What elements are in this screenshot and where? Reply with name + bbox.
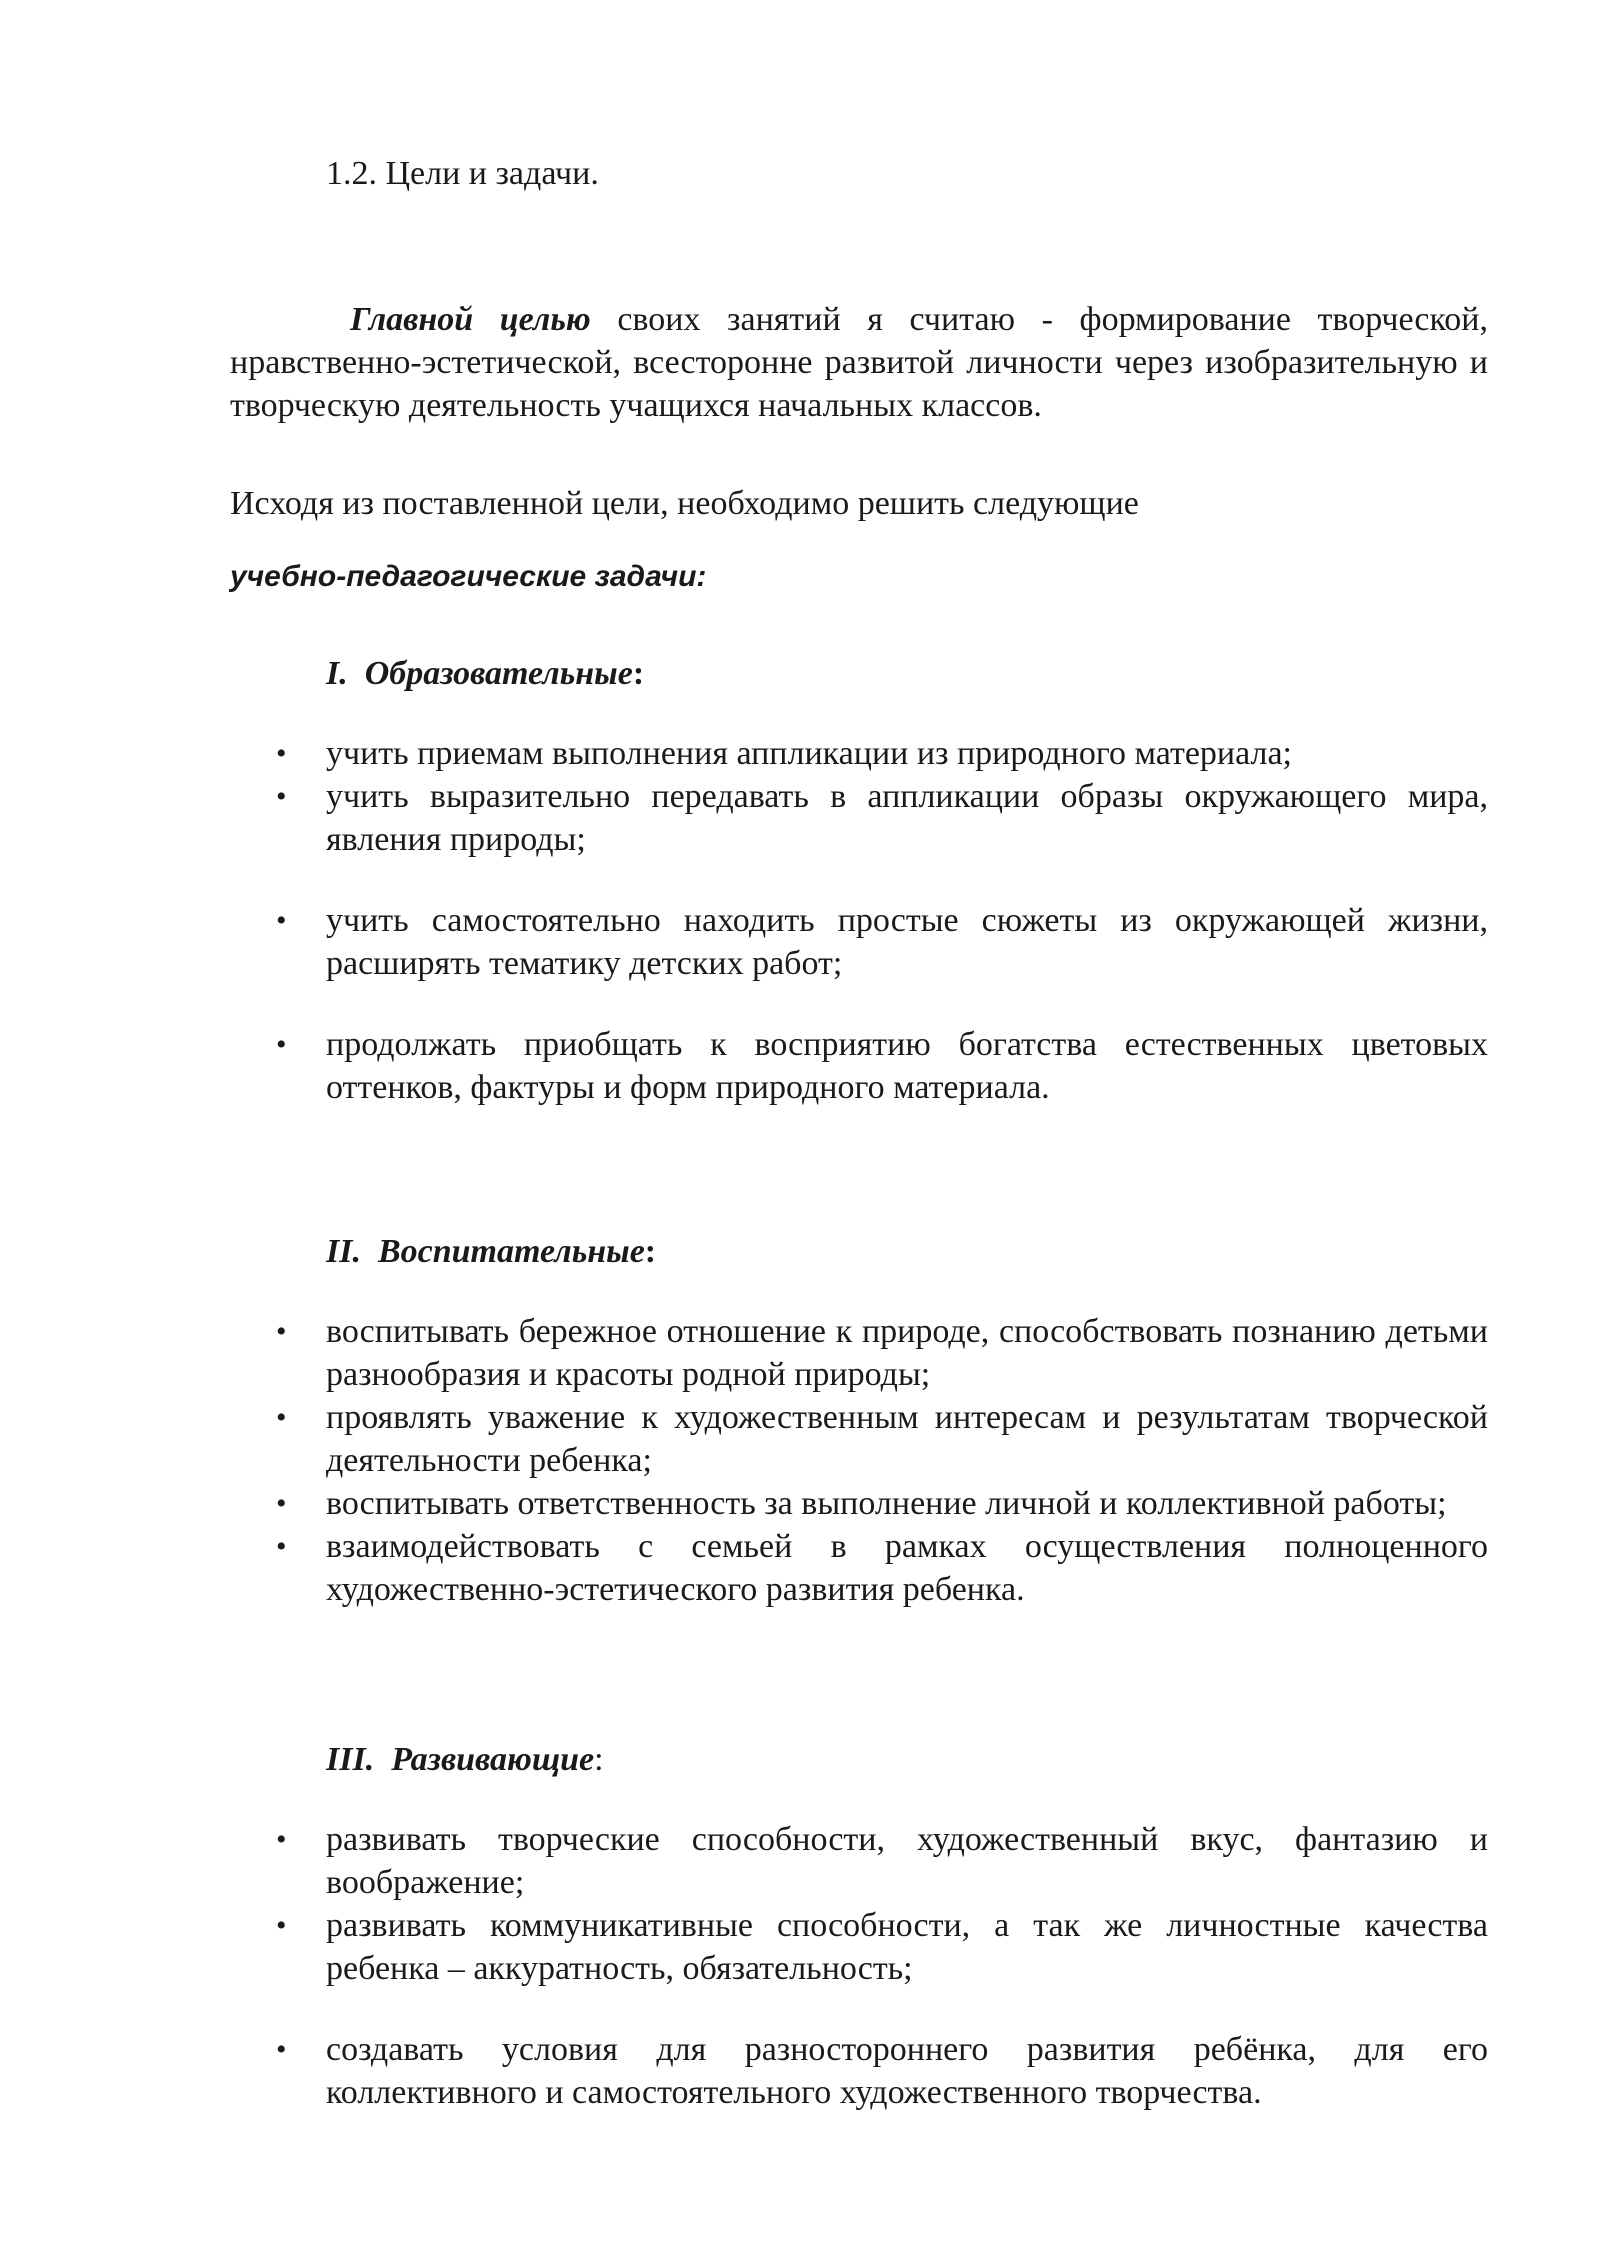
list-item: [276, 1482, 1488, 1525]
list-item-text: проявлять уважение к художественным интересам и результатам творческой деятельности ребенка;: [326, 1399, 1488, 1479]
section-heading: 1.2. Цели и задачи.: [326, 155, 599, 192]
bullet-icon: •: [276, 1909, 287, 1942]
bullet-icon: •: [276, 1530, 287, 1563]
section-title-upbringing: [326, 1230, 656, 1273]
list-item-text: учить самостоятельно находить простые сюжеты из окружающей жизни, расширять тематику детских работ;: [326, 902, 1488, 982]
section-number: III.: [326, 1741, 375, 1778]
list-item-text: развивать творческие способности, художественный вкус, фантазию и воображение;: [326, 1821, 1488, 1901]
list-item-text: развивать коммуникативные способности, а так же личностные качества ребенка – аккуратность, обязательность;: [326, 1907, 1488, 1987]
list-item-text: воспитывать бережное отношение к природе, способствовать познанию детьми разнообразия и красоты родной природы;: [326, 1313, 1488, 1393]
bullet-icon: •: [276, 1401, 287, 1434]
list-upbringing: [276, 1310, 1488, 1611]
list-item: [276, 2028, 1488, 2114]
list-item: [276, 899, 1488, 985]
list-item: [276, 1310, 1488, 1396]
list-item: [276, 1904, 1488, 1990]
bullet-icon: •: [276, 1315, 287, 1348]
goal-paragraph: [230, 298, 1488, 427]
section-number: II.: [326, 1233, 361, 1270]
list-item: [276, 732, 1488, 775]
bullet-icon: •: [276, 737, 287, 770]
section-number: I.: [326, 655, 348, 692]
list-item: [276, 775, 1488, 861]
section-title-educational: [326, 652, 644, 695]
list-educational: [276, 732, 1488, 1109]
bullet-icon: •: [276, 2033, 287, 2066]
list-item-text: учить выразительно передавать в аппликации образы окружающего мира, явления природы;: [326, 778, 1488, 858]
list-item: [276, 1396, 1488, 1482]
source-sentence: Исходя из поставленной цели, необходимо решить следующие: [230, 485, 1139, 522]
section-name: Образовательные: [364, 655, 633, 692]
bullet-icon: •: [276, 904, 287, 937]
section-colon: :: [632, 655, 645, 692]
section-colon: :: [644, 1233, 657, 1270]
list-item: [276, 1023, 1488, 1109]
list-item-text: создавать условия для разностороннего развития ребёнка, для его коллективного и самостоятельного художественного творчества.: [326, 2031, 1488, 2111]
bullet-icon: •: [276, 1487, 287, 1520]
list-item-text: учить приемам выполнения аппликации из природного материала;: [326, 735, 1292, 772]
section-title-developmental: [326, 1738, 604, 1781]
section-name: Воспитательные: [377, 1233, 645, 1270]
list-item: [276, 1818, 1488, 1904]
list-developmental: [276, 1818, 1488, 2114]
goal-lead: Главной целью: [350, 301, 591, 338]
bullet-icon: •: [276, 780, 287, 813]
bullet-icon: •: [276, 1823, 287, 1856]
section-name: Развивающие: [391, 1741, 595, 1778]
goal-text: своих занятий я считаю - формирование творческой, нравственно-эстетической, всесторонне развитой личности через изобразительную и творческую деятельность учащихся начальных классов.: [230, 301, 1488, 424]
bullet-icon: •: [276, 1028, 287, 1061]
list-item-text: воспитывать ответственность за выполнение личной и коллективной работы;: [326, 1485, 1447, 1522]
list-item: [276, 1525, 1488, 1611]
section-colon: :: [594, 1741, 604, 1778]
list-item-text: взаимодействовать с семьей в рамках осуществления полноценного художественно-эстетического развития ребенка.: [326, 1528, 1488, 1608]
tasks-label: учебно-педагогические задачи:: [230, 560, 707, 593]
list-item-text: продолжать приобщать к восприятию богатства естественных цветовых оттенков, фактуры и форм природного материала.: [326, 1026, 1488, 1106]
